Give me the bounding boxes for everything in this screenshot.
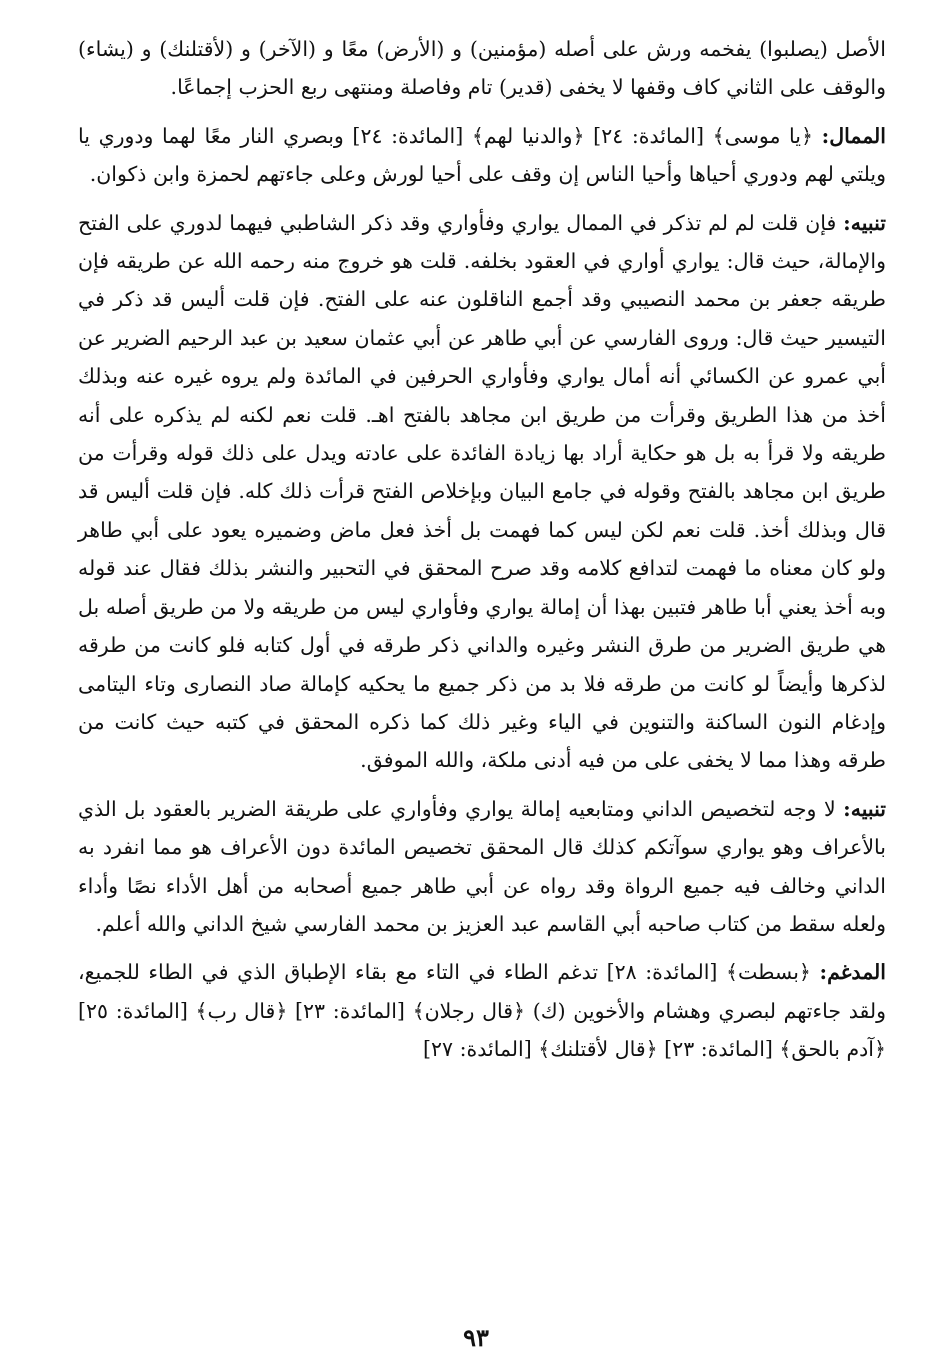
paragraph-tanbih-1 — [78, 204, 886, 780]
page-body — [78, 30, 886, 1069]
paragraph-lead: تنبيه: — [843, 796, 886, 821]
page-number: ٩٣ — [463, 1323, 489, 1352]
paragraph-text: الأصل (يصلبوا) يفخمه ورش على أصله (مؤمنين) و (الأرض) معًا و (الآخر) و (لأقتلنك) و (يشاء) والوقف على الثاني كاف وقفها لا يخفى (قدير) تام وفاصلة ومنتهى ربع الحزب إجماعًا. — [78, 37, 886, 100]
paragraph-text: ﴿بسطت﴾ [المائدة: ٢٨] تدغم الطاء في التاء مع بقاء الإطباق الذي في الطاء للجميع، ولقد جاءتهم لبصري وهشام والأخوين (ك) ﴿قال رجلان﴾ [المائدة: ٢٣] ﴿قال رب﴾ [المائدة: ٢٥] ﴿آدم بالحق﴾ [المائدة: ٢٣] ﴿قال لأقتلنك﴾ [المائدة: ٢٧] — [78, 960, 886, 1062]
paragraph-lead: الممال: — [821, 123, 886, 148]
paragraph-lead: المدغم: — [819, 960, 886, 985]
paragraph-tanbih-2 — [78, 790, 886, 944]
paragraph-text: لا وجه لتخصيص الداني ومتابعيه إمالة يواري وفأواري على طريقة الضرير بالعقود بل الذي بالأعراف وهو يواري سوآتكم كذلك قال المحقق تخصيص المائدة دون الأعراف هو مما انفرد به الداني وخالف فيه جميع الرواة وقد رواه عن أبي طاهر جميع أصحابه من أهل الأداء نصًا وأداء ولعله سقط من كتاب صاحبه أبي القاسم عبد العزيز بن محمد الفارسي شيخ الداني والله أعلم. — [78, 796, 886, 936]
paragraph-text: فإن قلت لم لم تذكر في الممال يواري وفأواري وقد ذكر الشاطبي فيهما لدوري على الفتح والإمالة، حيث قال: يواري أواري في العقود بخلفه. قلت هو خروج منه رحمه الله عن طريقه فإن طريقه جعفر بن محمد النصيبي وقد أجمع الناقلون عنه على الفتح. فإن قلت أليس قد ذكر في التيسير حيث قال: وروى الفارسي عن أبي طاهر عن أبي عثمان سعيد بن عبد الرحيم الضرير عن أبي عمرو عن الكسائي أنه أمال يواري وفأواري الحرفين في المائدة ولم يروه غيره عنه وبذلك أخذ من هذا الطريق وقرأت من طريق ابن مجاهد بالفتح اهـ. قلت نعم لكنه لم يذكره على أنه طريقه ولا قرأ به بل هو حكاية أراد بها زيادة الفائدة على عادته ويدل على ذلك قوله وقرأت من طريق ابن مجاهد بالفتح وقوله في جامع البيان وبإخلاص الفتح قرأت ذلك كله. فإن قلت أليس قد قال وبذلك أخذ. قلت نعم لكن ليس كما فهمت بل أخذ فعل ماض وضميره يعود على أبي طاهر ولو كان معناه ما فهمت لتدافع كلامه وقد صرح المحقق في التحبير والنشر بذلك فقال عند قوله وبه أخذ يعني أبا طاهر فتبين بهذا أن إمالة يواري وفأواري ليس من طريقه ولا من طريق أصله بل هي طريق الضرير من طرق النشر وغيره والداني ذكر طرقه في أول كتابه فلو كانت من طرقه لذكرها وأيضاً لو كانت من طرقه فلا بد من ذكر جميع ما يحكيه كإمالة صاد النصارى وتاء اليتامى وإدغام النون الساكنة والتنوين في الياء وغير ذلك كما ذكره المحقق في كتبه حيث كانت من طرقه وهذا مما لا يخفى على من فيه أدنى ملكة، والله الموفق. — [78, 210, 886, 773]
paragraph-mudgham — [78, 953, 886, 1068]
paragraph-mumal — [78, 117, 886, 194]
paragraph-lead: تنبيه: — [843, 210, 886, 235]
paragraph-text: ﴿يا موسى﴾ [المائدة: ٢٤] ﴿والدنيا لهم﴾ [المائدة: ٢٤] وبصري النار معًا لهما ودوري يا ويلتي لهم ودوري أحياها وأحيا الناس إن وقف على أحيا لورش وعلى جاءتهم لحمزة وابن ذكوان. — [78, 123, 886, 187]
paragraph-1 — [78, 30, 886, 107]
